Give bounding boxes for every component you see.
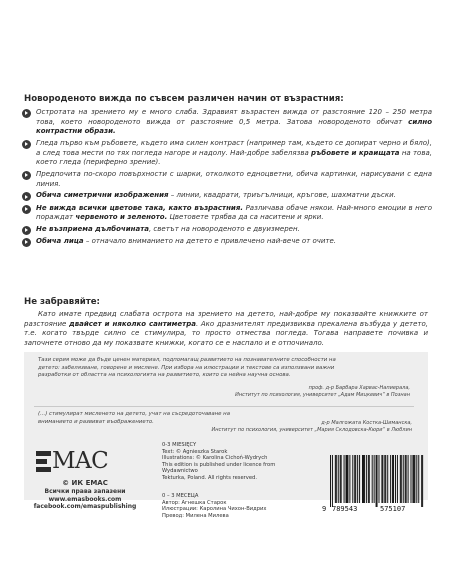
quote-divider [34, 406, 414, 407]
list-item [22, 170, 432, 189]
barcode-bar [364, 455, 365, 503]
list-item-text [36, 108, 432, 137]
barcode-bar [414, 455, 415, 503]
quote-signature-2 [160, 420, 412, 434]
barcode-bar [401, 455, 402, 503]
list-item-text [36, 191, 396, 201]
barcode-bar [362, 455, 363, 503]
arrow-bullet-icon [22, 192, 31, 201]
barcode-bar [372, 455, 373, 503]
barcode-bar [408, 455, 409, 503]
body-text: Цветовете трябва да са наситени и ярки. [167, 213, 324, 222]
barcode-bar [387, 455, 388, 503]
list-item [22, 225, 432, 235]
barcode-bar [390, 455, 391, 503]
barcode-bar [412, 455, 413, 503]
barcode-digit-first: 9 [322, 505, 327, 513]
barcode-bar [392, 455, 393, 503]
body-text: Остротата на зрението му е много слаба. Здравият възрастен вижда от разстояние 120 – 250 метра това, което новороденото вижда от разстояние 0,5 метра. Затова новороденото обичат [36, 108, 432, 126]
barcode-bar [382, 455, 383, 503]
meta-line: Illustrations: © Karolina Cichoń-Wydrych [162, 455, 268, 462]
arrow-bullet-icon [22, 205, 31, 214]
list-item-text [36, 204, 432, 223]
list-item-text [36, 237, 336, 247]
rights-text: Всички права запазени [44, 487, 126, 495]
barcode-bar [366, 455, 367, 503]
barcode-bar [413, 455, 414, 503]
emphasis-text: червеното и зеленото. [75, 213, 168, 222]
body-text: . Ако дразнителят предизвиква прекалена възбуда у детето, т.е. когато твърде силно се стимулира, то просто отмества погледа. Тогава направете почивка и започнете отново да му показвате книжки, когато се е наспало и е отпочинало. [24, 319, 428, 347]
barcode-bar [374, 455, 375, 503]
meta-line: Превод: Милена Милева [162, 512, 229, 519]
barcode-bars [330, 455, 423, 507]
barcode-bar [346, 455, 347, 503]
list-item [22, 237, 432, 247]
emphasis-text: ръбовете и краищата [311, 148, 400, 157]
barcode-bar [336, 455, 337, 503]
barcode-bar [377, 455, 378, 507]
quote-signature-1 [200, 385, 410, 399]
barcode-bar [384, 455, 385, 503]
body-text: Като имате предвид слабата острота на зрението на детето, най-добре му показвайте книжките от разстояние [24, 310, 428, 328]
section-heading: Новороденото вижда по съвсем различен начин от възрастния: [24, 94, 344, 104]
barcode-bar [346, 455, 347, 503]
barcode-bar [421, 455, 422, 507]
barcode-bar [352, 455, 353, 503]
list-item [22, 139, 432, 168]
barcode-bar [400, 455, 401, 503]
barcode-bar [338, 455, 339, 503]
barcode-bar [330, 455, 331, 507]
meta-line: Илюстрации: Каролина Чихон-Видрих [162, 506, 267, 513]
logo-wordmark: MAC [52, 448, 109, 474]
facebook-link[interactable]: facebook.com/emaspublishing [33, 503, 137, 511]
copyright: © ИК ЕМАС [62, 479, 108, 487]
reminder-heading: Не забравяйте: [24, 297, 100, 307]
barcode-bar [357, 455, 358, 503]
barcode-bar [393, 455, 394, 503]
barcode-bar [385, 455, 386, 503]
barcode-bar [332, 455, 333, 507]
barcode-bar [381, 455, 382, 503]
meta-line: Автор: Агнешка Старок [162, 499, 227, 506]
edition-info-bg [162, 493, 312, 519]
barcode-bar [405, 455, 406, 503]
publisher-info [20, 480, 150, 511]
list-item [22, 191, 432, 201]
emphasis-text: Не възприема дълбочината [36, 224, 149, 233]
barcode-bar [335, 455, 336, 503]
list-item-text [36, 225, 300, 235]
barcode-bar [344, 455, 345, 503]
emphasis-text: Обича симетрични изображения [36, 191, 169, 200]
meta-line: Tekturka, Poland. All rights reserved. [162, 474, 258, 481]
barcode-bar [395, 455, 396, 503]
barcode-bar [349, 455, 350, 503]
meta-line: Text: © Agnieszka Starok [162, 448, 228, 455]
arrow-bullet-icon [22, 171, 31, 180]
barcode-bar [422, 455, 423, 507]
barcode-bar [354, 455, 355, 503]
body-text: Гледа първо към ръбовете, където има силен контраст (например там, където се допират черно и бяло), а след това мести по тях погледа нагоре и надолу. Най-добре забелязва [36, 138, 432, 157]
barcode-bar [347, 455, 348, 503]
emphasis-text: силно контрастни образи. [36, 117, 432, 136]
arrow-bullet-icon [22, 109, 31, 118]
publisher-logo [36, 450, 136, 472]
barcode-bar [355, 455, 356, 503]
barcode-bar [369, 455, 370, 503]
barcode-bar [397, 455, 398, 503]
barcode-bar [418, 455, 419, 503]
meta-line: 0-3 MIESIĘCY [162, 442, 197, 448]
meta-line: This edition is published under licence from Wydawnictwo [162, 461, 276, 475]
barcode-bar [341, 455, 342, 503]
barcode-bar [340, 455, 341, 503]
emphasis-text: Обича лица [36, 237, 84, 246]
barcode-bar [379, 455, 380, 503]
signature-affiliation: Институт по психология, университет „Мария Склодовска-Кюри“ в Люблин [211, 427, 412, 433]
barcode-bar [359, 455, 360, 503]
signature-affiliation: Институт по психология, университет „Адам Мицкевич“ в Познан [235, 392, 410, 398]
list-item-text [36, 170, 432, 189]
website-link[interactable]: www.emasbooks.com [48, 495, 122, 503]
body-text: – отначало вниманието на детето е привлечено най-вече от очите. [83, 237, 337, 246]
body-text: на това, което гледа (периферно зрение). [36, 148, 432, 167]
emphasis-text: двайсет и няколко сантиметра [69, 319, 196, 328]
barcode-bar [416, 455, 417, 503]
list-item-text [36, 139, 432, 168]
arrow-bullet-icon [22, 140, 31, 149]
signature-name: проф. д-р Барбара Харвас-Напиерала, [308, 385, 410, 391]
arrow-bullet-icon [22, 238, 31, 247]
barcode-bar [411, 455, 412, 503]
list-item [22, 204, 432, 223]
body-text: – линии, квадрати, триъгълници, кръгове, шахматни дъски. [168, 191, 396, 200]
body-text: Различава обаче някои. Най-много емоции в него пораждат [36, 203, 432, 222]
body-text: Предпочита по-скоро повърхности с шарки, отколкото едноцветни, обича картинки, нарисувани с една линия. [36, 169, 432, 188]
barcode-group-2: 575107 [380, 505, 406, 513]
meta-line: 0 – 3 МЕСЕЦА [162, 493, 199, 499]
barcode-bar [406, 455, 407, 503]
barcode-bar [368, 455, 369, 503]
points-list [22, 108, 432, 249]
barcode-group-1: 789543 [332, 505, 358, 513]
edition-info-en [162, 442, 312, 482]
emphasis-text: Не вижда всички цветове така, както възрастния. [36, 203, 243, 212]
quote-text-1: Тази серия може да бъде ценен материал, подпомагащ развитието на познавателните способности на детето: забелязване, говорене и мислене. При избора на илюстрации и текстове са използвани важни разработки от областта на психологията на развитието, които са нейна научна основа. [38, 357, 336, 379]
barcode-bar [403, 455, 404, 503]
barcode-bar [363, 455, 364, 503]
body-text: , светът на новороденото е двуизмерен. [148, 224, 300, 233]
arrow-bullet-icon [22, 226, 31, 235]
barcode-bar [376, 455, 377, 507]
quote-text-2: (...) стимулират мисленето на детето, учат на съсредоточаване на вниманието и развиват въображението. [38, 411, 231, 425]
emas-e-mark-icon [36, 451, 51, 472]
reminder-paragraph [24, 310, 428, 348]
list-item [22, 108, 432, 137]
signature-name: д-р Малгожата Костка-Шиманска, [321, 420, 412, 426]
isbn-barcode [320, 453, 430, 513]
